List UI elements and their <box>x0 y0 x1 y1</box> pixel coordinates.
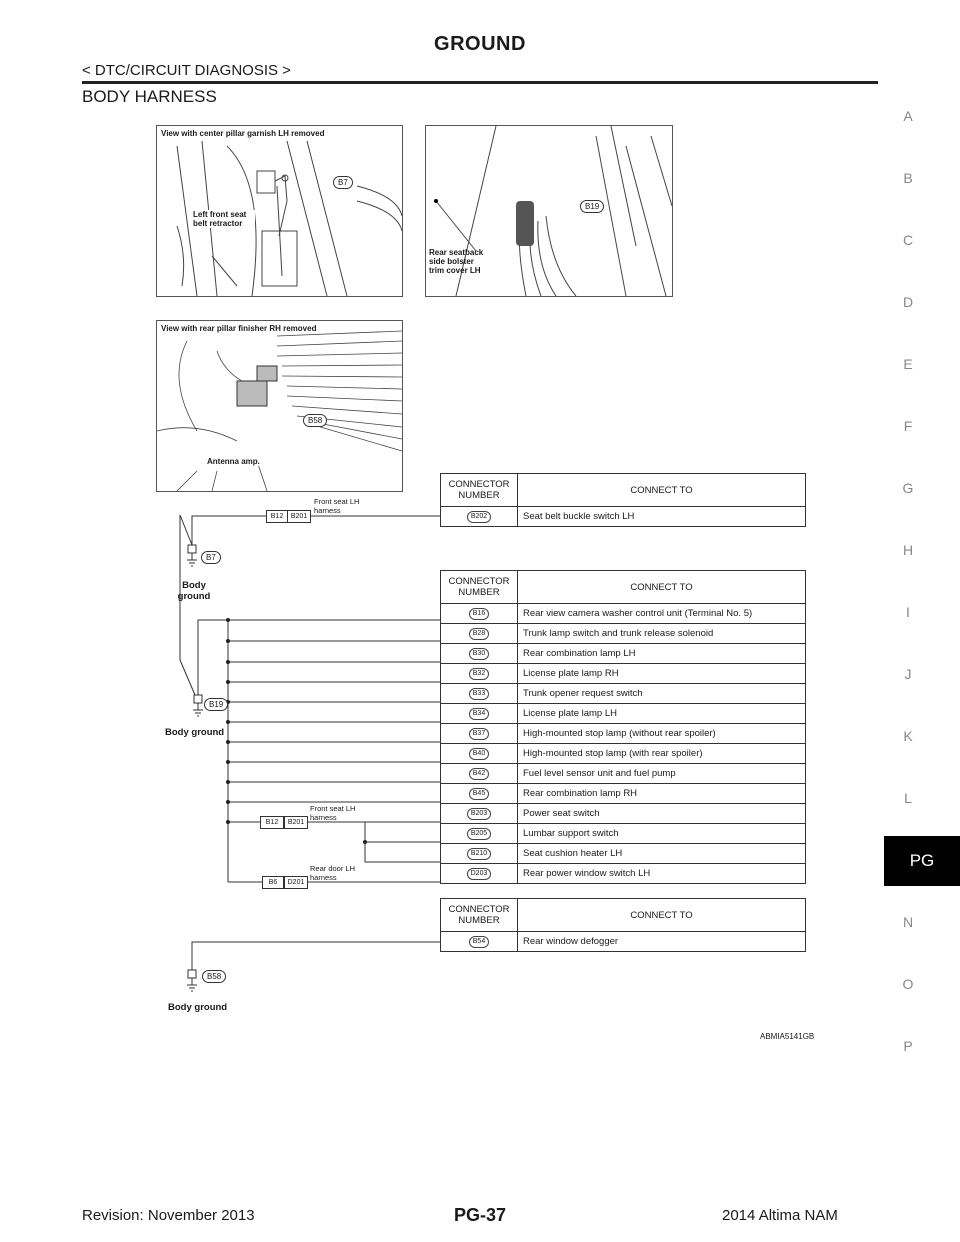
connector-table <box>440 473 806 527</box>
figure-code: ABMIA5141GB <box>760 1032 815 1041</box>
breadcrumb: < DTC/CIRCUIT DIAGNOSIS > <box>82 62 291 79</box>
index-letter[interactable]: D <box>902 294 914 310</box>
ground-label: Body ground <box>165 727 225 738</box>
index-letter[interactable]: I <box>906 604 910 620</box>
index-letter[interactable]: B <box>903 170 913 186</box>
connector-table <box>440 570 806 884</box>
photo-drawing <box>157 321 402 491</box>
connector-badge: B54 <box>469 936 489 948</box>
harness-connector: B12 <box>260 816 284 829</box>
connector-badge: B34 <box>469 708 489 720</box>
table-header-row <box>441 899 806 932</box>
connector-number-cell <box>441 644 518 664</box>
column-header: CONNECT TO <box>518 474 806 507</box>
photo-caption: View with center pillar garnish LH removed <box>161 129 325 138</box>
connector-badge: D203 <box>467 868 492 880</box>
ground-label: Body ground <box>177 580 211 602</box>
photo-caption: View with rear pillar finisher RH removed <box>161 324 317 333</box>
connector-badge: B45 <box>469 788 489 800</box>
index-letter[interactable]: N <box>902 914 914 930</box>
harness-label: Rear door LH harness <box>310 864 356 882</box>
harness-label: Front seat LH harness <box>314 497 360 515</box>
column-header: CONNECT TO <box>518 899 806 932</box>
harness-label: Front seat LH harness <box>310 804 356 822</box>
connect-to-cell: Power seat switch <box>518 804 806 824</box>
connector-number-cell <box>441 764 518 784</box>
index-letter[interactable]: J <box>904 666 912 682</box>
connector-badge: B32 <box>469 668 489 680</box>
connector-number-cell <box>441 844 518 864</box>
connect-to-cell: Rear combination lamp RH <box>518 784 806 804</box>
connect-to-cell: License plate lamp RH <box>518 664 806 684</box>
table-row <box>441 844 806 864</box>
connector-badge: B30 <box>469 648 489 660</box>
table-row <box>441 664 806 684</box>
connect-to-cell: License plate lamp LH <box>518 704 806 724</box>
column-header: CONNECT TO <box>518 571 806 604</box>
connector-badge: B33 <box>469 688 489 700</box>
connector-badge: B37 <box>469 728 489 740</box>
index-letter[interactable]: G <box>902 480 914 496</box>
index-letter[interactable]: A <box>903 108 913 124</box>
component-label: Rear seatback side bolster trim cover LH <box>429 248 484 275</box>
photo-rear-pillar <box>156 320 403 492</box>
table-row <box>441 764 806 784</box>
table-row <box>441 644 806 664</box>
connect-to-cell: High-mounted stop lamp (with rear spoiler) <box>518 744 806 764</box>
footer-revision: Revision: November 2013 <box>82 1207 255 1224</box>
connector-number-cell <box>441 624 518 644</box>
connector-tag: B58 <box>303 414 327 427</box>
connector-badge: B202 <box>467 511 491 523</box>
photo-rear-seatback <box>425 125 673 297</box>
connect-to-cell: Seat belt buckle switch LH <box>518 507 806 527</box>
connect-to-cell: Rear combination lamp LH <box>518 644 806 664</box>
connector-badge: B205 <box>467 828 491 840</box>
table-row <box>441 932 806 952</box>
ground-tag: B7 <box>201 551 221 564</box>
harness-connector: B201 <box>287 510 311 523</box>
index-letter[interactable]: E <box>903 356 913 372</box>
index-letter[interactable]: C <box>902 232 914 248</box>
table-row <box>441 624 806 644</box>
connector-tag: B19 <box>580 200 604 213</box>
column-header: CONNECTOR NUMBER <box>441 474 518 507</box>
connector-number-cell <box>441 704 518 724</box>
harness-connector: B12 <box>266 510 288 523</box>
ground-tag: B19 <box>204 698 228 711</box>
connect-to-cell: Rear window defogger <box>518 932 806 952</box>
column-header: CONNECTOR NUMBER <box>441 571 518 604</box>
index-tab-active[interactable]: PG <box>884 836 960 886</box>
connector-badge: B16 <box>469 608 489 620</box>
connector-tag: B7 <box>333 176 353 189</box>
table-row <box>441 684 806 704</box>
connector-number-cell <box>441 507 518 527</box>
index-letter[interactable]: O <box>902 976 914 992</box>
table-row <box>441 507 806 527</box>
index-letter[interactable]: L <box>904 790 912 806</box>
table-row <box>441 704 806 724</box>
connector-badge: B203 <box>467 808 491 820</box>
connector-table <box>440 898 806 952</box>
connect-to-cell: Rear power window switch LH <box>518 864 806 884</box>
table-row <box>441 744 806 764</box>
index-letter[interactable]: K <box>903 728 913 744</box>
connector-number-cell <box>441 824 518 844</box>
harness-connector: D201 <box>284 876 308 889</box>
connector-badge: B40 <box>469 748 489 760</box>
connector-number-cell <box>441 804 518 824</box>
connector-number-cell <box>441 604 518 624</box>
table-header-row <box>441 571 806 604</box>
index-letter[interactable]: P <box>903 1038 913 1054</box>
table-row <box>441 804 806 824</box>
connector-number-cell <box>441 932 518 952</box>
ground-tag: B58 <box>202 970 226 983</box>
table-row <box>441 824 806 844</box>
connect-to-cell: Trunk opener request switch <box>518 684 806 704</box>
component-label: Antenna amp. <box>207 457 260 466</box>
connector-badge: B28 <box>469 628 489 640</box>
connector-number-cell <box>441 684 518 704</box>
connect-to-cell: Seat cushion heater LH <box>518 844 806 864</box>
table-row <box>441 724 806 744</box>
table-header-row <box>441 474 806 507</box>
section-heading: BODY HARNESS <box>82 87 217 106</box>
connect-to-cell: Lumbar support switch <box>518 824 806 844</box>
connector-badge: B210 <box>467 848 491 860</box>
title-divider <box>82 81 878 84</box>
connector-number-cell <box>441 664 518 684</box>
footer-model: 2014 Altima NAM <box>722 1207 838 1224</box>
connect-to-cell: Rear view camera washer control unit (Terminal No. 5) <box>518 604 806 624</box>
connector-number-cell <box>441 724 518 744</box>
connect-to-cell: Trunk lamp switch and trunk release solenoid <box>518 624 806 644</box>
component-label: Left front seat belt retractor <box>193 210 255 228</box>
connector-number-cell <box>441 784 518 804</box>
connector-number-cell <box>441 744 518 764</box>
connect-to-cell: High-mounted stop lamp (without rear spoiler) <box>518 724 806 744</box>
column-header: CONNECTOR NUMBER <box>441 899 518 932</box>
harness-connector: B6 <box>262 876 284 889</box>
connector-number-cell <box>441 864 518 884</box>
harness-connector: B201 <box>284 816 308 829</box>
wiring-diagram <box>150 500 450 1020</box>
index-letter[interactable]: F <box>903 418 913 434</box>
connect-to-cell: Fuel level sensor unit and fuel pump <box>518 764 806 784</box>
footer-page-number: PG-37 <box>453 1205 507 1225</box>
connector-badge: B42 <box>469 768 489 780</box>
table-row <box>441 864 806 884</box>
ground-label: Body ground <box>168 1002 228 1013</box>
table-row <box>441 784 806 804</box>
page-title: GROUND <box>434 33 526 55</box>
index-letter[interactable]: H <box>902 542 914 558</box>
photo-center-pillar <box>156 125 403 297</box>
table-row <box>441 604 806 624</box>
